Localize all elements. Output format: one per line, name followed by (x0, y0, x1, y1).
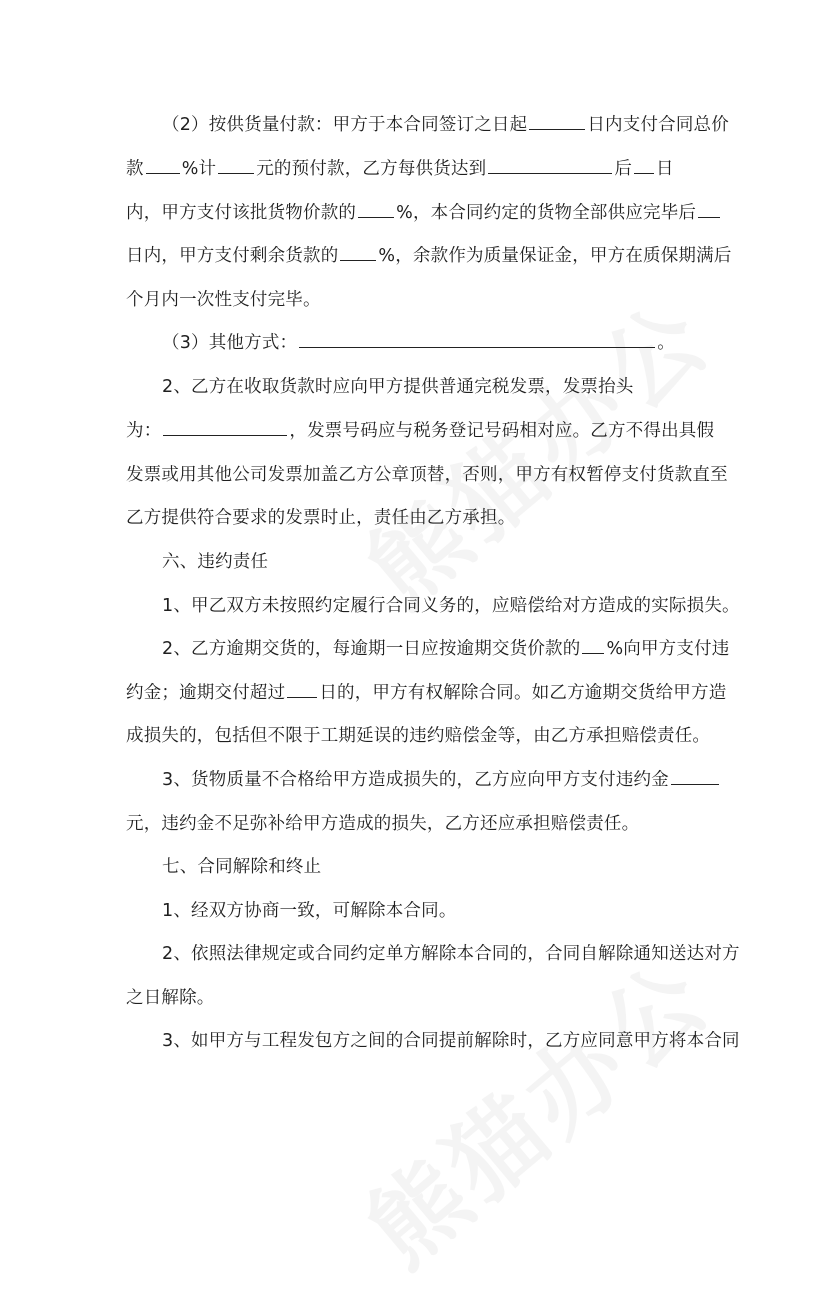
section-heading: 六、违约责任 (162, 552, 269, 572)
text-line: 3、货物质量不合格给甲方造成损失的，乙方应向甲方支付违约金 (162, 768, 721, 792)
text-line: 个月内一次性支付完毕。 (126, 290, 321, 310)
text-line: 2、依照法律规定或合同约定单方解除本合同的，合同自解除通知送达对方 (162, 944, 740, 964)
watermark (334, 265, 735, 632)
text-line: 2、乙方逾期交货的，每逾期一日应按逾期交货价款的 %向甲方支付违 (162, 639, 730, 659)
text-line: 日内，甲方支付剩余货款的 %，余款作为质量保证金，甲方在质保期满后 (126, 246, 732, 266)
text-line: 乙方提供符合要求的发票时止，责任由乙方承担。 (126, 508, 516, 528)
text-line: 内，甲方支付该批货物价款的 %，本合同约定的货物全部供应完毕后 (126, 201, 722, 225)
text-line: 之日解除。 (126, 988, 215, 1008)
text-line: 元，违约金不足弥补给甲方造成的损失，乙方还应承担赔偿责任。 (126, 814, 640, 834)
text-line: 3、如甲方与工程发包方之间的合同提前解除时，乙方应同意甲方将本合同 (162, 1031, 740, 1051)
text-line: 发票或用其他公司发票加盖乙方公章顶替，否则，甲方有权暂停支付货款直至 (126, 465, 728, 485)
text-line: 1、经双方协商一致，可解除本合同。 (162, 901, 457, 921)
text-line: 约金；逾期交付超过 日的，甲方有权解除合同。如乙方逾期交货给甲方造 (126, 683, 727, 703)
text-line: 2、乙方在收取货款时应向甲方提供普通完税发票，发票抬头 (162, 377, 634, 397)
text-line: 款 %计 元的预付款，乙方每供货达到 后 日 (126, 159, 674, 179)
watermark (334, 925, 735, 1292)
text-line: 1、甲乙双方未按照约定履行合同义务的，应赔偿给对方造成的实际损失。 (162, 596, 740, 616)
text-line: （2）按供货量付款：甲方于本合同签订之日起 日内支付合同总价 (162, 115, 729, 135)
text-line: 为： ，发票号码应与税务登记号码相对应。乙方不得出具假 (126, 421, 715, 441)
section-heading: 七、合同解除和终止 (162, 857, 322, 877)
text-line: 成损失的，包括但不限于工期延误的违约赔偿金等，由乙方承担赔偿责任。 (126, 726, 711, 746)
text-line: （3）其他方式： 。 (162, 333, 675, 353)
